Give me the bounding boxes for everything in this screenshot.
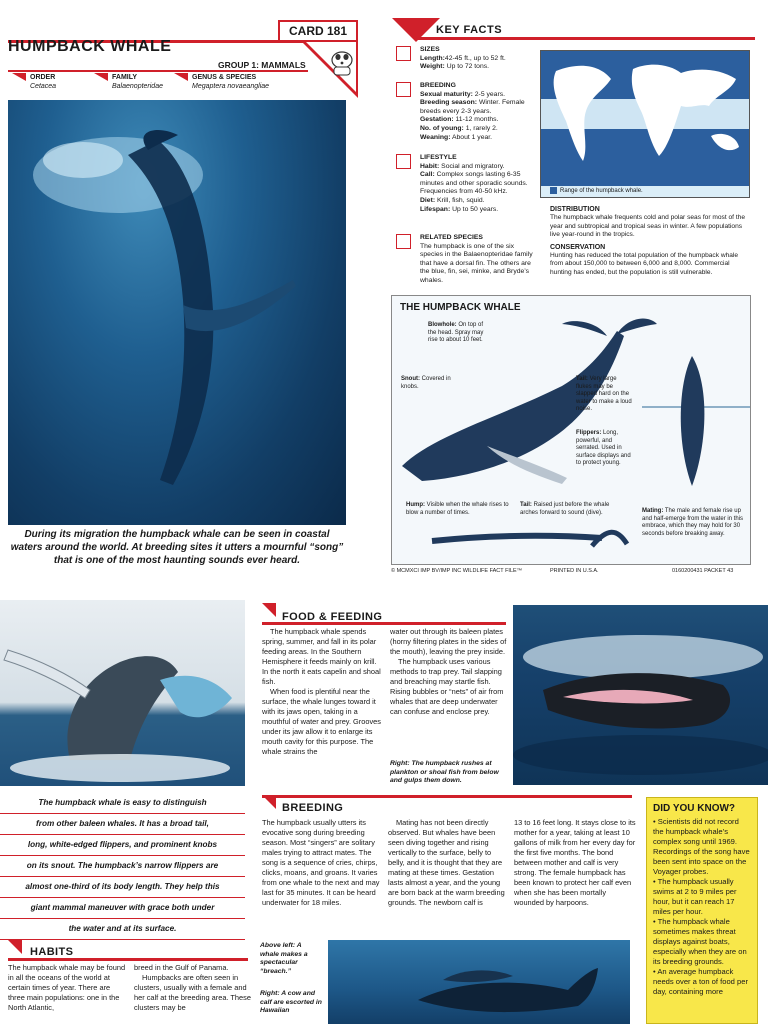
label-mating: Mating: The male and female rise up and half-emerge from the water in this embrace, which they may hold for 30 seconds before breaking away. [642, 508, 744, 537]
world-map-illustration [541, 51, 749, 186]
taxon-genus: GENUS & SPECIES Megaptera novaeangliae [192, 73, 269, 91]
label-blowhole: Blowhole: On top of the head. Spray may rise to about 10 feet. [428, 322, 484, 344]
flag-icon [12, 73, 26, 81]
breaching-whale-illustration [0, 600, 245, 786]
habits-flag-icon [8, 940, 22, 954]
hero-photo [8, 100, 346, 525]
description-line: almost one-third of its body length. They help this [0, 877, 245, 898]
food-col-1: The humpback whale spends spring, summer, and fall in its polar feeding areas. In the Southern Hemisphere it feeds mainly on krill. In the north it eats capelin and shoal fish. When food is plentiful near the surface, the whale lunges toward it with its jaws open, taking in a mouthful of water and prey. Grooves under its jaw allow it to enlarge its mouth cavity for this purpose. The whale strains the [262, 627, 381, 756]
description-line: long, white-edged flippers, and prominent knobs [0, 835, 245, 856]
cow-calf-photo [328, 940, 630, 1024]
label-tail-dive: Tail: Raised just before the whale arches forward to sound (dive). [520, 502, 610, 516]
food-flag-icon [262, 603, 276, 617]
fact-item: • The humpback whale sometimes makes threat displays against boats, especially when they are on its breeding grounds. [653, 917, 747, 966]
cow-calf-illustration [328, 940, 630, 1024]
habits-title: HABITS [30, 946, 74, 958]
map-legend: Range of the humpback whale. [550, 187, 643, 194]
breeding-col-1: The humpback usually utters its evocative song during breeding season. Most “singers” are solitary males trying to attract mates. The song is a sequence of cries, chirps, clicks, moans, and groans. It varies from one whale to the next and may last for 35 minutes. It can be heard underwater for 18 miles. [262, 818, 380, 907]
did-you-know-title: DID YOU KNOW? [653, 803, 736, 814]
printed-in: PRINTED IN U.S.A. [550, 568, 599, 574]
sizes-icon [396, 46, 411, 61]
diving-whale-illustration [8, 100, 346, 525]
description-line: from other baleen whales. It has a broad tail, [0, 814, 245, 835]
breeding-col-2: Mating has not been directly observed. But whales have been seen diving together and rising vertically to the surface, belly to belly, and it is thought that they are mating at these times. Gestation lasts almost a year, and the young are born back at the warm breeding grounds. The newborn calf is [388, 818, 505, 907]
breeding-facts-block: BREEDING Sexual maturity: 2-5 years. Breeding season: Winter. Female breeds every 2-3 years. Gestation: 11-12 months. No. of young: 1, rarely 2. Weaning: About 1 year. [396, 82, 538, 142]
description-panel [0, 793, 245, 940]
key-facts-title: KEY FACTS [436, 24, 503, 36]
flag-icon [174, 73, 188, 81]
breaching-whale-photo [0, 600, 245, 786]
caption-right: Right: A cow and calf are escorted in Hawaiian [260, 990, 322, 1015]
lifestyle-block: LIFESTYLE Habit: Social and migratory. Call: Complex songs lasting 6-35 minutes and other sporadic sounds. Frequencies from 40-50 kHz. Diet: Krill, fish, squid. Lifespan: Up to 50 years. [396, 154, 538, 214]
flag-icon [94, 73, 108, 81]
food-caption: Right: The humpback rushes at plankton or shoal fish from below and gulps them down. [390, 760, 499, 785]
lifestyle-icon [396, 154, 411, 169]
lunging-whale-illustration [513, 605, 768, 785]
copyright: © MCMXCI IMP BV/IMP INC WILDLIFE FACT FILE™ [391, 568, 523, 574]
description-line: The humpback whale is easy to distinguish [0, 793, 245, 814]
card-number: CARD 181 [278, 20, 358, 40]
range-swatch-icon [550, 187, 557, 194]
group-rule [8, 70, 308, 72]
breeding-rule [262, 795, 632, 798]
label-tail: Tail: Very large flukes may be slapped hard on the water to make a loud noise. [576, 376, 632, 413]
taxon-family: FAMILY Balaenopteridae [112, 73, 163, 91]
taxon-order: ORDER Cetacea [30, 73, 56, 91]
label-hump: Hump: Visible when the whale rises to blow a number of times. [406, 502, 509, 516]
feeding-whale-photo [513, 605, 768, 785]
food-title: FOOD & FEEDING [282, 611, 383, 623]
habits-rule [8, 958, 248, 961]
breeding-title: BREEDING [282, 802, 344, 814]
group-label: GROUP 1: MAMMALS [218, 60, 306, 70]
caption-above-left: Above left: A whale makes a spectacular “breach.” [260, 942, 308, 975]
page-title: HUMPBACK WHALE [8, 38, 172, 55]
range-map [540, 50, 750, 198]
description-line: on its snout. The humpback’s narrow flippers are [0, 856, 245, 877]
distribution-block: DISTRIBUTION The humpback whale frequents cold and polar seas for most of the year and subtropical and tropical seas in winter. A few populations live year-round in the tropics. CONSERVATION Hunting has reduced the total population of the humpback whale from about 150,000 to between 6,000 and 8,000. Commercial hunting has ended, but the population is still vulnerable. [550, 206, 745, 276]
key-facts-flag-icon [392, 18, 440, 42]
description-line: the water and at its surface. [0, 919, 245, 940]
did-you-know-box [646, 797, 758, 1024]
packet-code: 0160200431 PACKET 43 [672, 568, 734, 574]
food-col-2: water out through its baleen plates (horny filtering plates in the sides of the mouth), leaving the prey inside. The humpback uses various methods to trap prey. Tail slapping and breaching may startle fish. Rising bubbles or “nets” of air from whales that are deep underwater can confuse and enclose prey. [390, 627, 507, 716]
label-snout: Snout: Covered in knobs. [401, 376, 451, 390]
sizes-block: SIZES Length:42-45 ft., up to 52 ft. Weight: Up to 72 tons. [396, 46, 538, 72]
breeding-col-3: 13 to 16 feet long. It stays close to its mother for a year, taking at least 10 gallons of milk from her every day for the first five months. The bond between mother and calf is very strong. The female humpback has been known to protect her calf even when she has been mortally wounded by harpoons. [514, 818, 636, 907]
label-flippers: Flippers: Long, powerful, and serrated. Used in surface displays and to protect young. [576, 430, 631, 467]
hero-caption: During its migration the humpback whale can be seen in coastal waters around the world. At breeding sites it utters a mournful “song” that is one of the most haunting sounds ever heard. [10, 529, 344, 566]
habits-col-1: The humpback whale may be found in all the oceans of the world at certain times of year. There are three main populations: one in the North Atlantic, [8, 963, 126, 1012]
fact-item: • Scientists did not record the humpback whale’s complex song until 1969. Recordings of the song have been sent into space on the Voyager probes. [653, 817, 750, 876]
related-species-icon [396, 234, 411, 249]
fact-item: • An average humpback needs over a ton of food per day, containing more [653, 967, 748, 996]
breeding-icon [396, 82, 411, 97]
diagram-title: THE HUMPBACK WHALE [400, 302, 521, 313]
group-badge-icon [300, 40, 358, 98]
habits-col-2: breed in the Gulf of Panama. Humpbacks are often seen in clusters, usually with a female and her calf at the breeding area. These clusters may be [134, 963, 251, 1012]
related-species-block: RELATED SPECIES The humpback is one of the six species in the Balaenopteridae family that have a dorsal fin. The others are the blue, fin, sei, minke, and Bryde’s whales. [396, 234, 538, 286]
fact-item: • The humpback usually swims at 2 to 9 miles per hour, but it can reach 17 miles per hour. [653, 877, 737, 916]
description-line: giant mammal maneuver with grace both under [0, 898, 245, 919]
